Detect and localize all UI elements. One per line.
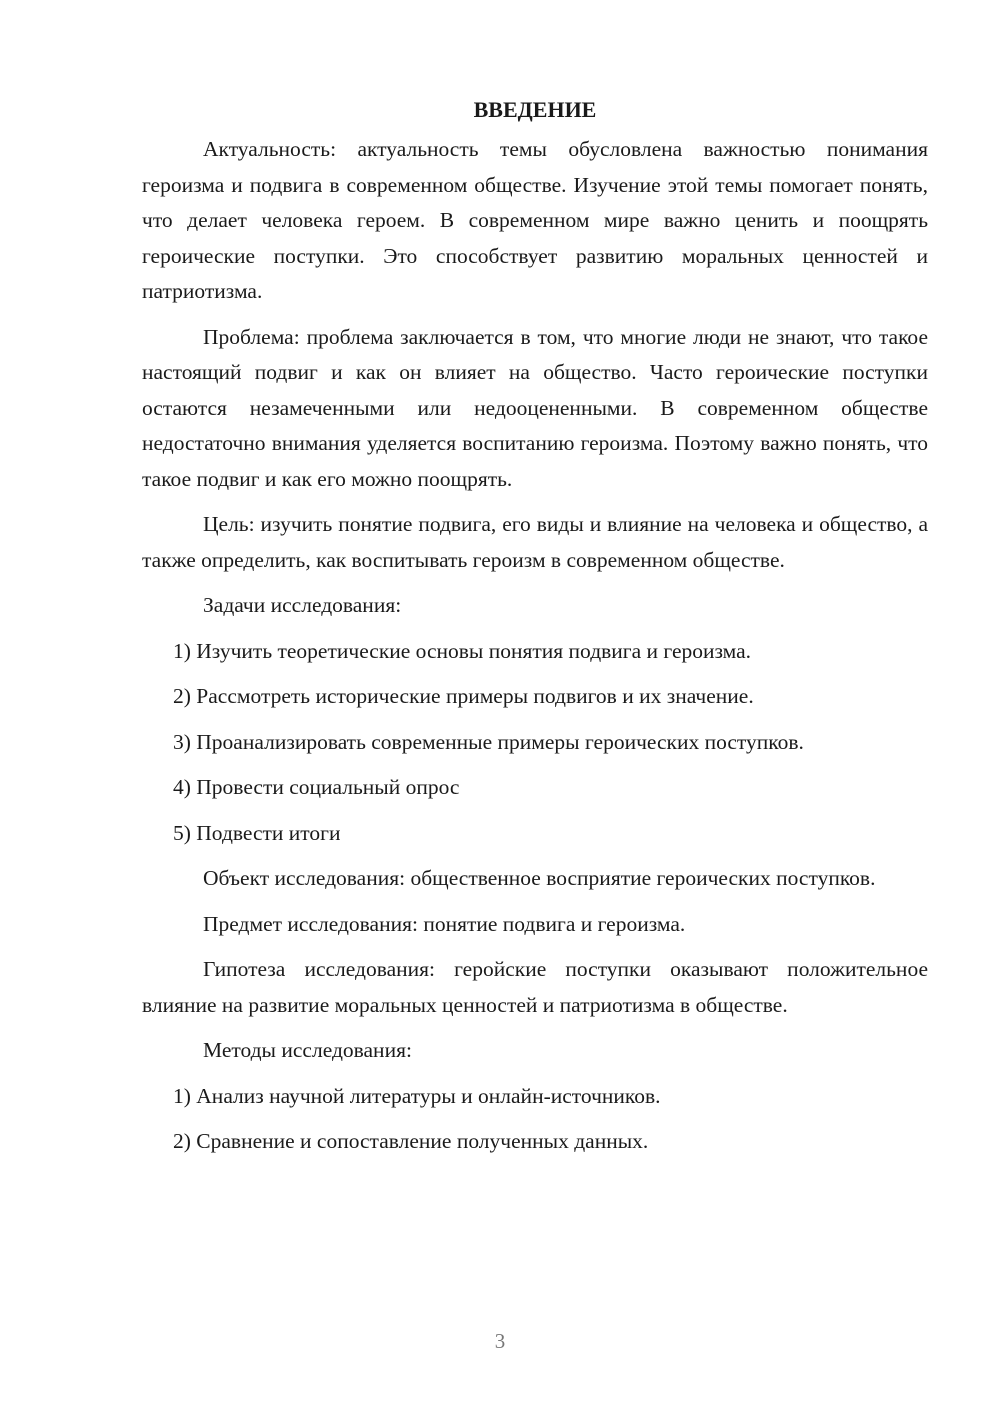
method-item: 2) Сравнение и сопоставление полученных данных. (173, 1129, 649, 1153)
paragraph-hypothesis: Гипотеза исследования: геройские поступки оказывают положительное влияние на развитие моральных ценностей и патриотизма в обществе. (142, 957, 928, 1017)
paragraph-relevance: Актуальность: актуальность темы обусловлена важностью понимания героизма и подвига в современном обществе. Изучение этой темы помогает понять, что делает человека героем. В современном мире важно ценить и поощрять героические поступки. Это способствует развитию моральных ценностей и патриотизма. (142, 137, 928, 303)
methods-heading: Методы исследования: (203, 1038, 412, 1062)
tasks-list (142, 634, 928, 852)
paragraph-subject: Предмет исследования: понятие подвига и героизма. (203, 911, 686, 936)
task-item: 1) Изучить теоретические основы понятия подвига и героизма. (173, 638, 752, 663)
task-item: 3) Проанализировать современные примеры героических поступков. (173, 729, 804, 754)
task-item: 5) Подвести итоги (173, 820, 341, 845)
section-title: ВВЕДЕНИЕ (473, 97, 597, 122)
methods-list (142, 1079, 928, 1160)
page-number: 3 (494, 1329, 506, 1353)
method-item: 1) Анализ научной литературы и онлайн-источников. (173, 1083, 661, 1108)
paragraph-problem: Проблема: проблема заключается в том, что многие люди не знают, что такое настоящий подвиг и как он влияет на общество. Часто героические поступки остаются незамеченными или недооцененными. В современном обществе недостаточно внимания уделяется воспитанию героизма. Поэтому важно понять, что такое подвиг и как его можно поощрять. (142, 324, 928, 491)
tasks-heading: Задачи исследования: (203, 593, 402, 617)
paragraph-object: Объект исследования: общественное восприятие героических поступков. (203, 866, 876, 890)
paragraph-goal: Цель: изучить понятие подвига, его виды и влияние на человека и общество, а также определить, как воспитывать героизм в современном обществе. (142, 512, 928, 572)
document-page (142, 92, 928, 1170)
task-item: 4) Провести социальный опрос (173, 775, 460, 799)
task-item: 2) Рассмотреть исторические примеры подвигов и их значение. (173, 684, 754, 708)
